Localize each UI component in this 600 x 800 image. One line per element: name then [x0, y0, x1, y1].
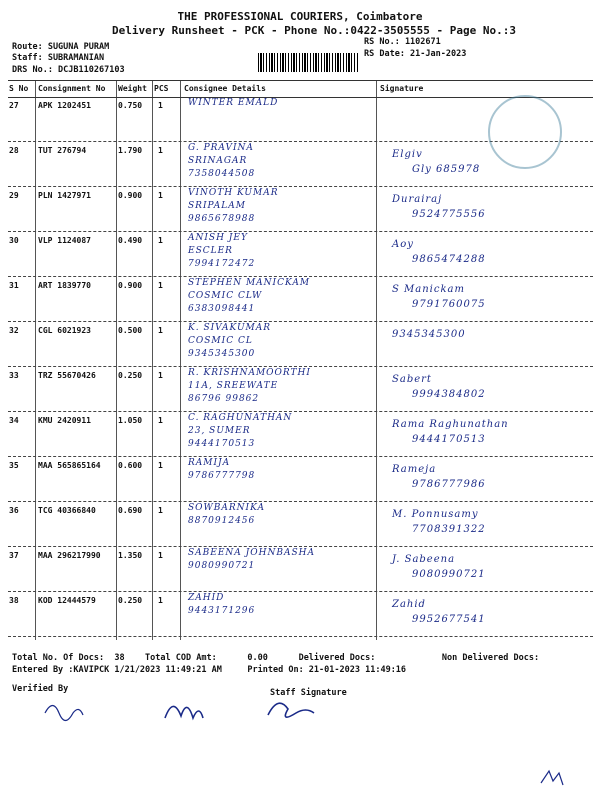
- cell-cno: VLP 1124087: [38, 236, 91, 245]
- cell-cno: APK 1202451: [38, 101, 91, 110]
- cell-pcs: 1: [158, 506, 163, 515]
- consignee-detail: COSMIC CL: [188, 336, 253, 346]
- cell-sno: 37: [9, 551, 19, 560]
- consignee-detail: COSMIC CLW: [188, 291, 263, 301]
- signature-text: Zahid: [392, 599, 426, 610]
- cell-weight: 0.490: [118, 236, 143, 245]
- cell-weight: 0.690: [118, 506, 143, 515]
- signature-text: 9994384802: [412, 389, 486, 400]
- cell-pcs: 1: [158, 281, 163, 290]
- corner-initials: [538, 765, 568, 790]
- runsheet-title: Delivery Runsheet - PCK - Phone No.:0422-3505555 - Page No.:3: [112, 24, 516, 37]
- courier-title: THE PROFESSIONAL COURIERS, Coimbatore: [177, 10, 423, 23]
- consignee-detail: ZAHID: [188, 593, 225, 603]
- cell-sno: 35: [9, 461, 19, 470]
- verified-by-label: Verified By: [12, 684, 69, 694]
- consignee-detail: 6383098441: [188, 304, 256, 314]
- signature-text: Elgiv: [392, 149, 423, 160]
- cell-weight: 1.790: [118, 146, 143, 155]
- route-label: Route: SUGUNA PURAM: [12, 42, 110, 52]
- cell-cno: CGL 6021923: [38, 326, 91, 335]
- consignee-detail: 9865678988: [188, 214, 256, 224]
- table-row: [8, 546, 593, 592]
- table-row: [8, 501, 593, 547]
- footer-entered: Entered By :KAVIPCK 1/21/2023 11:49:21 AM Printed On: 21-01-2023 11:49:16: [12, 665, 407, 675]
- cell-cno: TUT 276794: [38, 146, 87, 155]
- staff-signature-label: Staff Signature: [270, 688, 347, 698]
- company-stamp: [488, 95, 562, 169]
- cell-sno: 28: [9, 146, 19, 155]
- cell-pcs: 1: [158, 146, 163, 155]
- signature-text: M. Ponnusamy: [392, 509, 479, 520]
- signature-text: 7708391322: [412, 524, 486, 535]
- col-consignment: Consignment No: [38, 84, 106, 93]
- consignee-detail: 8870912456: [188, 516, 256, 526]
- cell-sno: 31: [9, 281, 19, 290]
- consignee-detail: 7994172472: [188, 259, 256, 269]
- table-row: [8, 366, 593, 412]
- consignee-detail: ESCLER: [188, 246, 233, 256]
- rs-number: RS No.: 1102671: [364, 37, 441, 47]
- consignee-detail: SRIPALAM: [188, 201, 246, 211]
- signature-text: 9786777986: [412, 479, 486, 490]
- consignee-detail: 9443171296: [188, 606, 256, 616]
- cell-sno: 33: [9, 371, 19, 380]
- cell-cno: TRZ 55670426: [38, 371, 96, 380]
- consignee-detail: 11A, SREEWATE: [188, 381, 279, 391]
- signature-text: J. Sabeena: [392, 554, 456, 565]
- signature-text: Rameja: [392, 464, 437, 475]
- runsheet-table: [8, 80, 593, 640]
- cell-cno: PLN 1427971: [38, 191, 91, 200]
- table-row: [8, 276, 593, 322]
- cell-pcs: 1: [158, 551, 163, 560]
- table-row: [8, 591, 593, 637]
- col-signature: Signature: [380, 84, 424, 93]
- cell-cno: MAA 296217990: [38, 551, 101, 560]
- signature-text: 9080990721: [412, 569, 486, 580]
- consignee-detail: STEPHEN MANICKAM: [188, 278, 311, 288]
- signature-text: Rama Raghunathan: [392, 419, 509, 430]
- cell-weight: 1.050: [118, 416, 143, 425]
- signature-text: 9345345300: [392, 329, 466, 340]
- cell-pcs: 1: [158, 101, 163, 110]
- cell-pcs: 1: [158, 461, 163, 470]
- signature-text: Sabert: [392, 374, 432, 385]
- cell-weight: 0.600: [118, 461, 143, 470]
- signature-text: 9791760075: [412, 299, 486, 310]
- consignee-detail: 9786777798: [188, 471, 256, 481]
- table-row: [8, 186, 593, 232]
- drs-number: DRS No.: DCJB110267103: [12, 65, 125, 75]
- staff-label: Staff: SUBRAMANIAN: [12, 53, 105, 63]
- footer-totals: Total No. Of Docs: 38 Total COD Amt: 0.00 Delivered Docs: Non Delivered Docs:: [12, 653, 540, 663]
- consignee-detail: RAMIJA: [188, 458, 231, 468]
- cell-weight: 0.900: [118, 281, 143, 290]
- table-row: [8, 321, 593, 367]
- cell-weight: 0.750: [118, 101, 143, 110]
- signature-text: 9444170513: [412, 434, 486, 445]
- footer-signatures: [40, 693, 340, 723]
- consignee-detail: ANISH JEY: [188, 233, 248, 243]
- cell-cno: KMU 2420911: [38, 416, 91, 425]
- rs-date: RS Date: 21-Jan-2023: [364, 49, 467, 59]
- table-row: [8, 456, 593, 502]
- consignee-detail: 9080990721: [188, 561, 256, 571]
- signature-text: 9524775556: [412, 209, 486, 220]
- cell-sno: 38: [9, 596, 19, 605]
- cell-sno: 32: [9, 326, 19, 335]
- cell-pcs: 1: [158, 596, 163, 605]
- cell-weight: 0.250: [118, 371, 143, 380]
- cell-cno: MAA 565865164: [38, 461, 101, 470]
- cell-sno: 34: [9, 416, 19, 425]
- col-sno: S No: [9, 84, 29, 93]
- signature-text: 9865474288: [412, 254, 486, 265]
- cell-cno: KOD 12444579: [38, 596, 96, 605]
- consignee-detail: WINTER EMALD: [188, 98, 279, 108]
- consignee-detail: 7358044508: [188, 169, 256, 179]
- consignee-detail: C. RAGHUNATHAN: [188, 413, 293, 423]
- consignee-detail: SOWBARNIKA: [188, 503, 265, 513]
- signature-text: Durairaj: [392, 194, 443, 205]
- cell-sno: 30: [9, 236, 19, 245]
- cell-cno: ART 1839770: [38, 281, 91, 290]
- table-row: [8, 411, 593, 457]
- cell-sno: 27: [9, 101, 19, 110]
- cell-pcs: 1: [158, 191, 163, 200]
- consignee-detail: 86796 99862: [188, 394, 260, 404]
- consignee-detail: 23, SUMER: [188, 426, 251, 436]
- cell-cno: TCG 40366840: [38, 506, 96, 515]
- table-row: [8, 231, 593, 277]
- cell-sno: 36: [9, 506, 19, 515]
- cell-weight: 0.250: [118, 596, 143, 605]
- col-weight: Weight: [118, 84, 147, 93]
- consignee-detail: SABEENA JOHNBASHA: [188, 548, 315, 558]
- signature-text: Gly 685978: [412, 164, 481, 175]
- consignee-detail: VINOTH KUMAR: [188, 188, 279, 198]
- barcode: [258, 53, 358, 72]
- consignee-detail: 9444170513: [188, 439, 256, 449]
- consignee-detail: 9345345300: [188, 349, 256, 359]
- cell-pcs: 1: [158, 416, 163, 425]
- consignee-detail: G. PRAVINA: [188, 143, 254, 153]
- col-consignee: Consignee Details: [184, 84, 266, 93]
- col-pcs: PCS: [154, 84, 169, 93]
- signature-text: 9952677541: [412, 614, 486, 625]
- signature-text: Aoy: [392, 239, 414, 250]
- cell-sno: 29: [9, 191, 19, 200]
- consignee-detail: SRINAGAR: [188, 156, 248, 166]
- cell-weight: 0.900: [118, 191, 143, 200]
- cell-pcs: 1: [158, 236, 163, 245]
- cell-weight: 0.500: [118, 326, 143, 335]
- signature-text: S Manickam: [392, 284, 465, 295]
- consignee-detail: K. SIVAKUMAR: [188, 323, 272, 333]
- cell-pcs: 1: [158, 371, 163, 380]
- consignee-detail: R. KRISHNAMOORTHI: [188, 368, 311, 378]
- cell-weight: 1.350: [118, 551, 143, 560]
- cell-pcs: 1: [158, 326, 163, 335]
